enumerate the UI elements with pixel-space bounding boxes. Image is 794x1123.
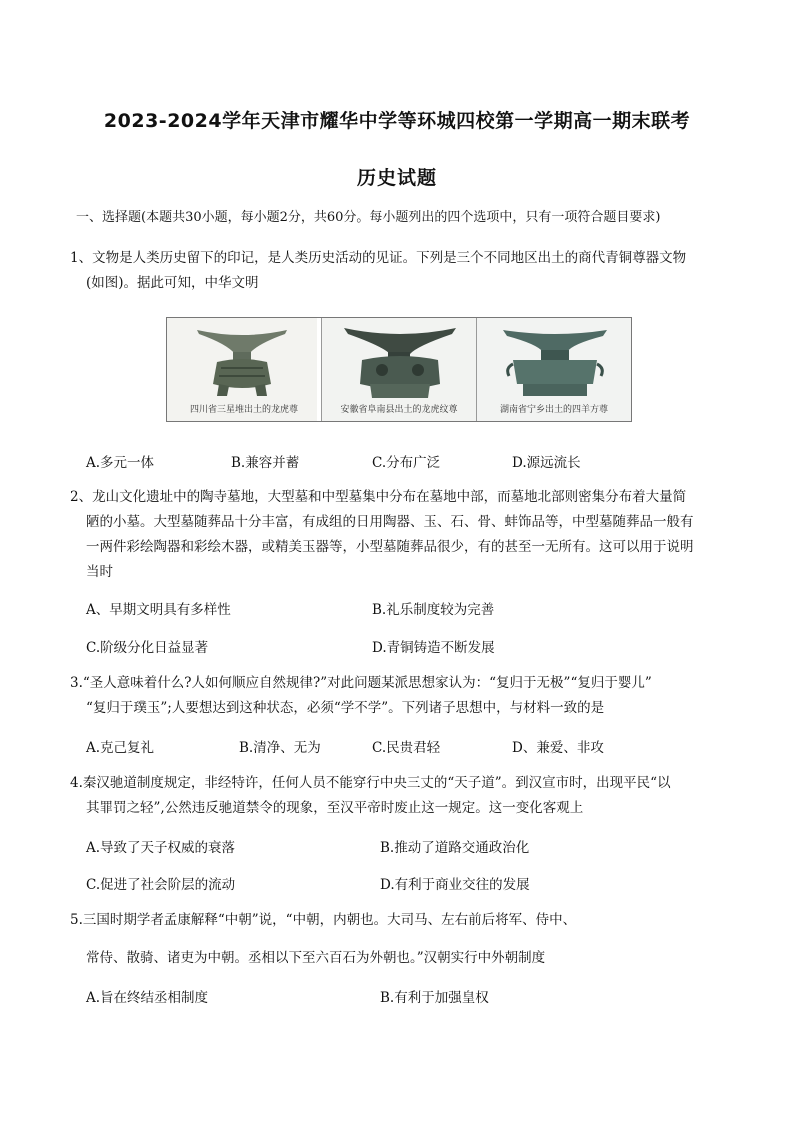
q1-stem-line1: 1、文物是人类历史留下的印记，是人类历史活动的见证。下列是三个不同地区出土的商代青铜尊器文物: [70, 250, 687, 266]
q4-option-d[interactable]: D.有利于商业交往的发展: [380, 877, 530, 893]
q3-stem-line1: 3.“圣人意味着什么?人如何顺应自然规律?”对此问题某派思想家认为：“复归于无极”“复归于婴儿”: [70, 675, 652, 691]
q2-stem-line3: 一两件彩绘陶器和彩绘木器，或精美玉器等，小型墓随葬品很少，有的甚至一无所有。这可以用于说明: [86, 539, 694, 555]
q2-option-d[interactable]: D.青铜铸造不断发展: [372, 640, 495, 656]
figure-panel-2: [322, 318, 477, 421]
q1-option-c[interactable]: C.分布广泛: [372, 455, 441, 471]
figure-panel-1: [167, 318, 322, 421]
q4-option-c[interactable]: C.促进了社会阶层的流动: [86, 877, 236, 893]
q2-option-c[interactable]: C.阶级分化日益显著: [86, 640, 209, 656]
q4-option-a[interactable]: A.导致了天子权威的衰落: [86, 840, 236, 856]
figure-panel-3: [477, 318, 631, 421]
q2-stem-line4: 当时: [86, 564, 113, 580]
figure-caption-3: 湖南省宁乡出土的四羊方尊: [499, 405, 608, 415]
q2-option-a[interactable]: A、早期文明具有多样性: [86, 602, 231, 618]
q5-option-a[interactable]: A.旨在终结丞相制度: [86, 990, 209, 1006]
q3-option-b[interactable]: B.清净、无为: [239, 740, 321, 756]
q2-stem-line1: 2、龙山文化遗址中的陶寺墓地，大型墓和中型墓集中分布在墓地中部，而墓地北部则密集分布着大量简: [70, 489, 687, 505]
q2-option-b[interactable]: B.礼乐制度较为完善: [372, 602, 495, 618]
q1-option-d[interactable]: D.源远流长: [512, 455, 581, 471]
q3-stem-line2: “复归于璞玉”;人要想达到这种状态，必须“学不学”。下列诸子思想中，与材料一致的是: [86, 700, 605, 716]
q5-option-b[interactable]: B.有利于加强皇权: [380, 990, 489, 1006]
q1-option-b[interactable]: B.兼容并蓄: [231, 455, 300, 471]
figure-caption-2: 安徽省阜南县出土的龙虎纹尊: [340, 405, 458, 415]
q3-option-a[interactable]: A.克己复礼: [86, 740, 155, 756]
q1-stem-line2: (如图)。据此可知，中华文明: [86, 275, 259, 291]
q1-option-a[interactable]: A.多元一体: [86, 455, 155, 471]
q4-option-b[interactable]: B.推动了道路交通政治化: [380, 840, 530, 856]
bronze-vessels-figure: [166, 317, 632, 422]
exam-subtitle: 历史试题: [356, 167, 437, 189]
q5-stem-line2: 常侍、散骑、诸吏为中朝。丞相以下至六百石为外朝也。”汉朝实行中外朝制度: [86, 950, 546, 966]
q3-option-c[interactable]: C.民贵君轻: [372, 740, 441, 756]
section-heading: 一、选择题(本题共30小题，每小题2分，共60分。每小题列出的四个选项中，只有一项符合题目要求): [76, 210, 661, 225]
figure-caption-1: 四川省三星堆出土的龙虎尊: [189, 405, 298, 415]
q4-stem-line1: 4.秦汉驰道制度规定，非经特许，任何人员不能穿行中央三丈的“天子道”。到汉宣市时，出现平民“以: [70, 775, 671, 791]
q4-stem-line2: 其罪罚之轻”,公然违反驰道禁令的现象，至汉平帝时废止这一规定。这一变化客观上: [86, 800, 584, 816]
exam-title: 2023-2024学年天津市耀华中学等环城四校第一学期高一期末联考: [103, 110, 691, 132]
q5-stem-line1: 5.三国时期学者孟康解释“中朝”说，“中朝，内朝也。大司马、左右前后将军、侍中、: [70, 912, 577, 928]
q2-stem-line2: 陋的小墓。大型墓随葬品十分丰富，有成组的日用陶器、玉、石、骨、蚌饰品等，中型墓随葬品一般有: [86, 514, 694, 530]
q3-option-d[interactable]: D、兼爱、非攻: [512, 740, 604, 756]
